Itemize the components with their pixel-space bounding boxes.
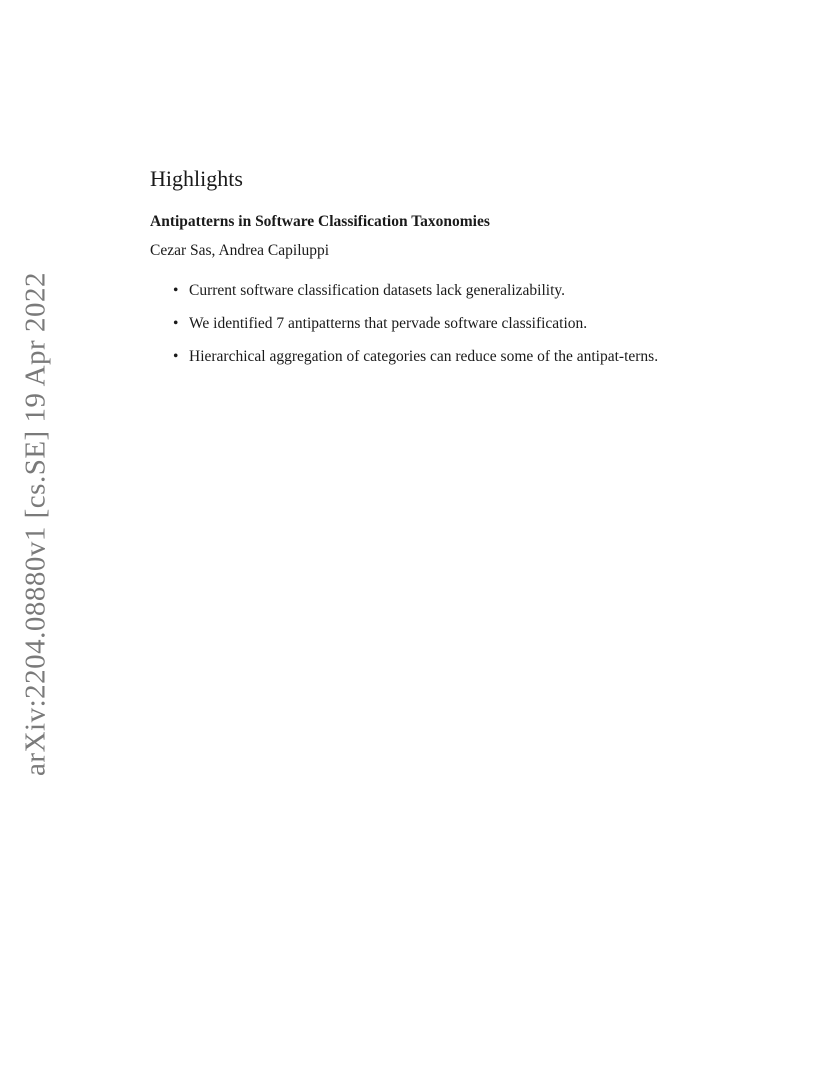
highlight-item [174, 315, 690, 333]
highlight-text: Hierarchical aggregation of categories can reduce some of the antipat-terns. [189, 348, 659, 365]
highlight-text: We identified 7 antipatterns that pervade software classification. [189, 315, 588, 332]
highlight-item [174, 282, 690, 300]
highlights-section [150, 164, 690, 381]
arxiv-identifier-stamp: arXiv:2204.08880v1 [cs.SE] 19 Apr 2022 [19, 272, 52, 776]
highlight-text: Current software classification datasets lack generalizability. [189, 282, 566, 299]
highlights-list [150, 282, 690, 366]
section-heading: Highlights [150, 166, 243, 191]
bullet-icon: • [173, 282, 179, 299]
bullet-icon: • [173, 315, 179, 332]
author-list: Cezar Sas, Andrea Capiluppi [150, 242, 330, 259]
highlight-item [174, 348, 690, 366]
bullet-icon: • [173, 348, 179, 365]
paper-title: Antipatterns in Software Classification Taxonomies [150, 213, 490, 230]
